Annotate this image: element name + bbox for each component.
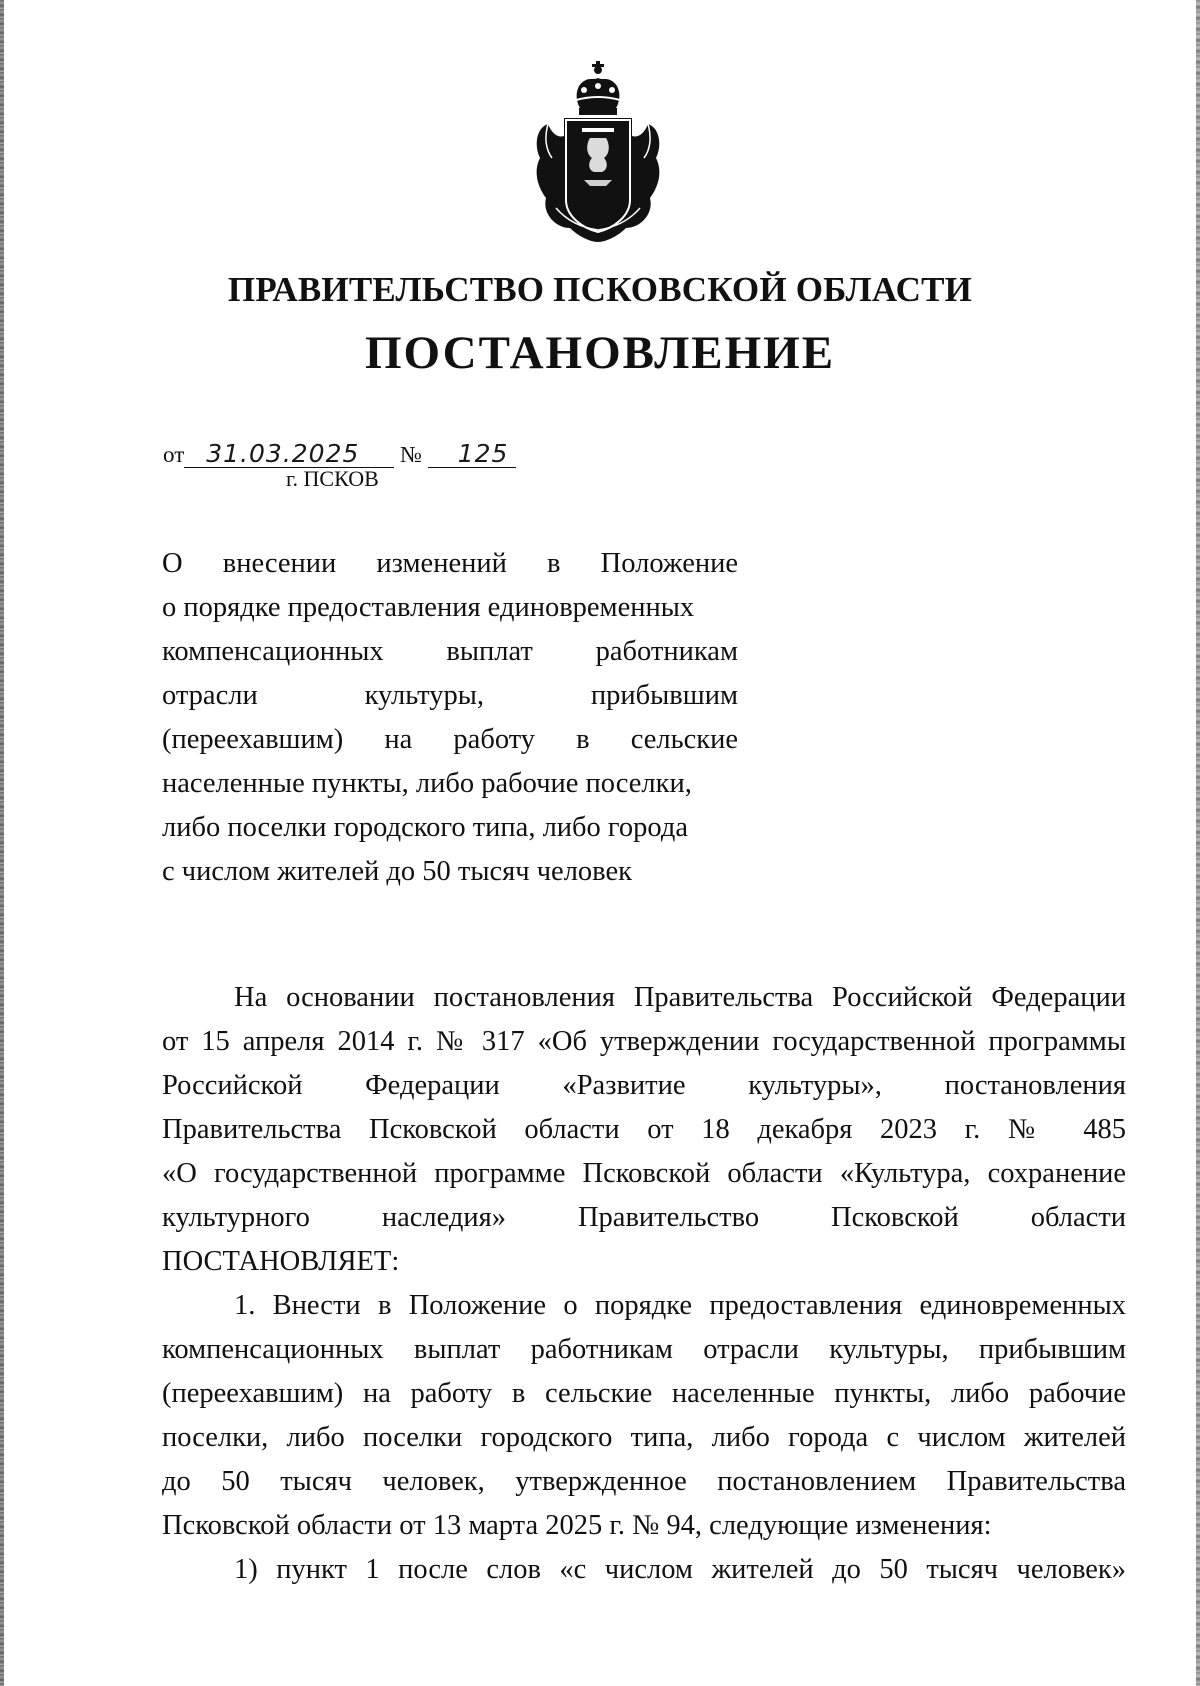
body-line: компенсационных выплат работникам отрасли культуры, прибывшим <box>162 1334 1126 1365</box>
coat-of-arms-emblem <box>526 58 670 244</box>
subject-line: о порядке предоставления единовременных <box>162 592 695 623</box>
body-line: культурного наследия» Правительство Псковской области <box>162 1202 1126 1233</box>
body-line: Российской Федерации «Развитие культуры», постановления <box>162 1070 1126 1101</box>
handwritten-date: 31.03.2025 <box>184 441 394 468</box>
body-line: 1) пункт 1 после слов «с числом жителей до 50 тысяч человек» <box>234 1554 1126 1585</box>
body-line: «О государственной программе Псковской области «Культура, сохранение <box>162 1158 1126 1189</box>
subject-line: компенсационных выплат работникам <box>162 636 738 667</box>
subject-line: отрасли культуры, прибывшим <box>162 680 738 711</box>
body-line: ПОСТАНОВЛЯЕТ: <box>162 1246 400 1277</box>
body-line: На основании постановления Правительства Российской Федерации <box>234 982 1126 1013</box>
document-body <box>162 976 1126 1592</box>
subject-line: либо поселки городского типа, либо города <box>162 812 688 843</box>
body-line: от 15 апреля 2014 г. № 317 «Об утверждении государственной программы <box>162 1026 1126 1057</box>
body-line: поселки, либо поселки городского типа, либо города с числом жителей <box>162 1422 1126 1453</box>
body-line: (переехавшим) на работу в сельские населенные пункты, либо рабочие <box>162 1378 1126 1409</box>
body-line: Правительства Псковской области от 18 декабря 2023 г. № 485 <box>162 1114 1126 1145</box>
document-date-number-line <box>163 441 516 468</box>
body-line: Псковской области от 13 марта 2025 г. № 94, следующие изменения: <box>162 1510 992 1541</box>
organization-title: ПРАВИТЕЛЬСТВО ПСКОВСКОЙ ОБЛАСТИ <box>227 270 973 309</box>
body-line: 1. Внести в Положение о порядке предоставления единовременных <box>234 1290 1126 1321</box>
number-prefix: № <box>400 442 422 467</box>
body-line: до 50 тысяч человек, утвержденное постановлением Правительства <box>162 1466 1126 1497</box>
subject-line: населенные пункты, либо рабочие поселки, <box>162 768 692 799</box>
scan-edge-left <box>0 0 4 1686</box>
document-subject <box>162 542 738 894</box>
subject-line: О внесении изменений в Положение <box>162 548 738 579</box>
date-prefix: от <box>163 442 185 467</box>
city-label: г. ПСКОВ <box>286 466 379 491</box>
subject-line: с числом жителей до 50 тысяч человек <box>162 856 632 887</box>
subject-line: (переехавшим) на работу в сельские <box>162 724 738 755</box>
document-type-title: ПОСТАНОВЛЕНИЕ <box>364 327 836 379</box>
handwritten-number: 125 <box>428 441 516 468</box>
scan-edge-right <box>1196 0 1200 1686</box>
